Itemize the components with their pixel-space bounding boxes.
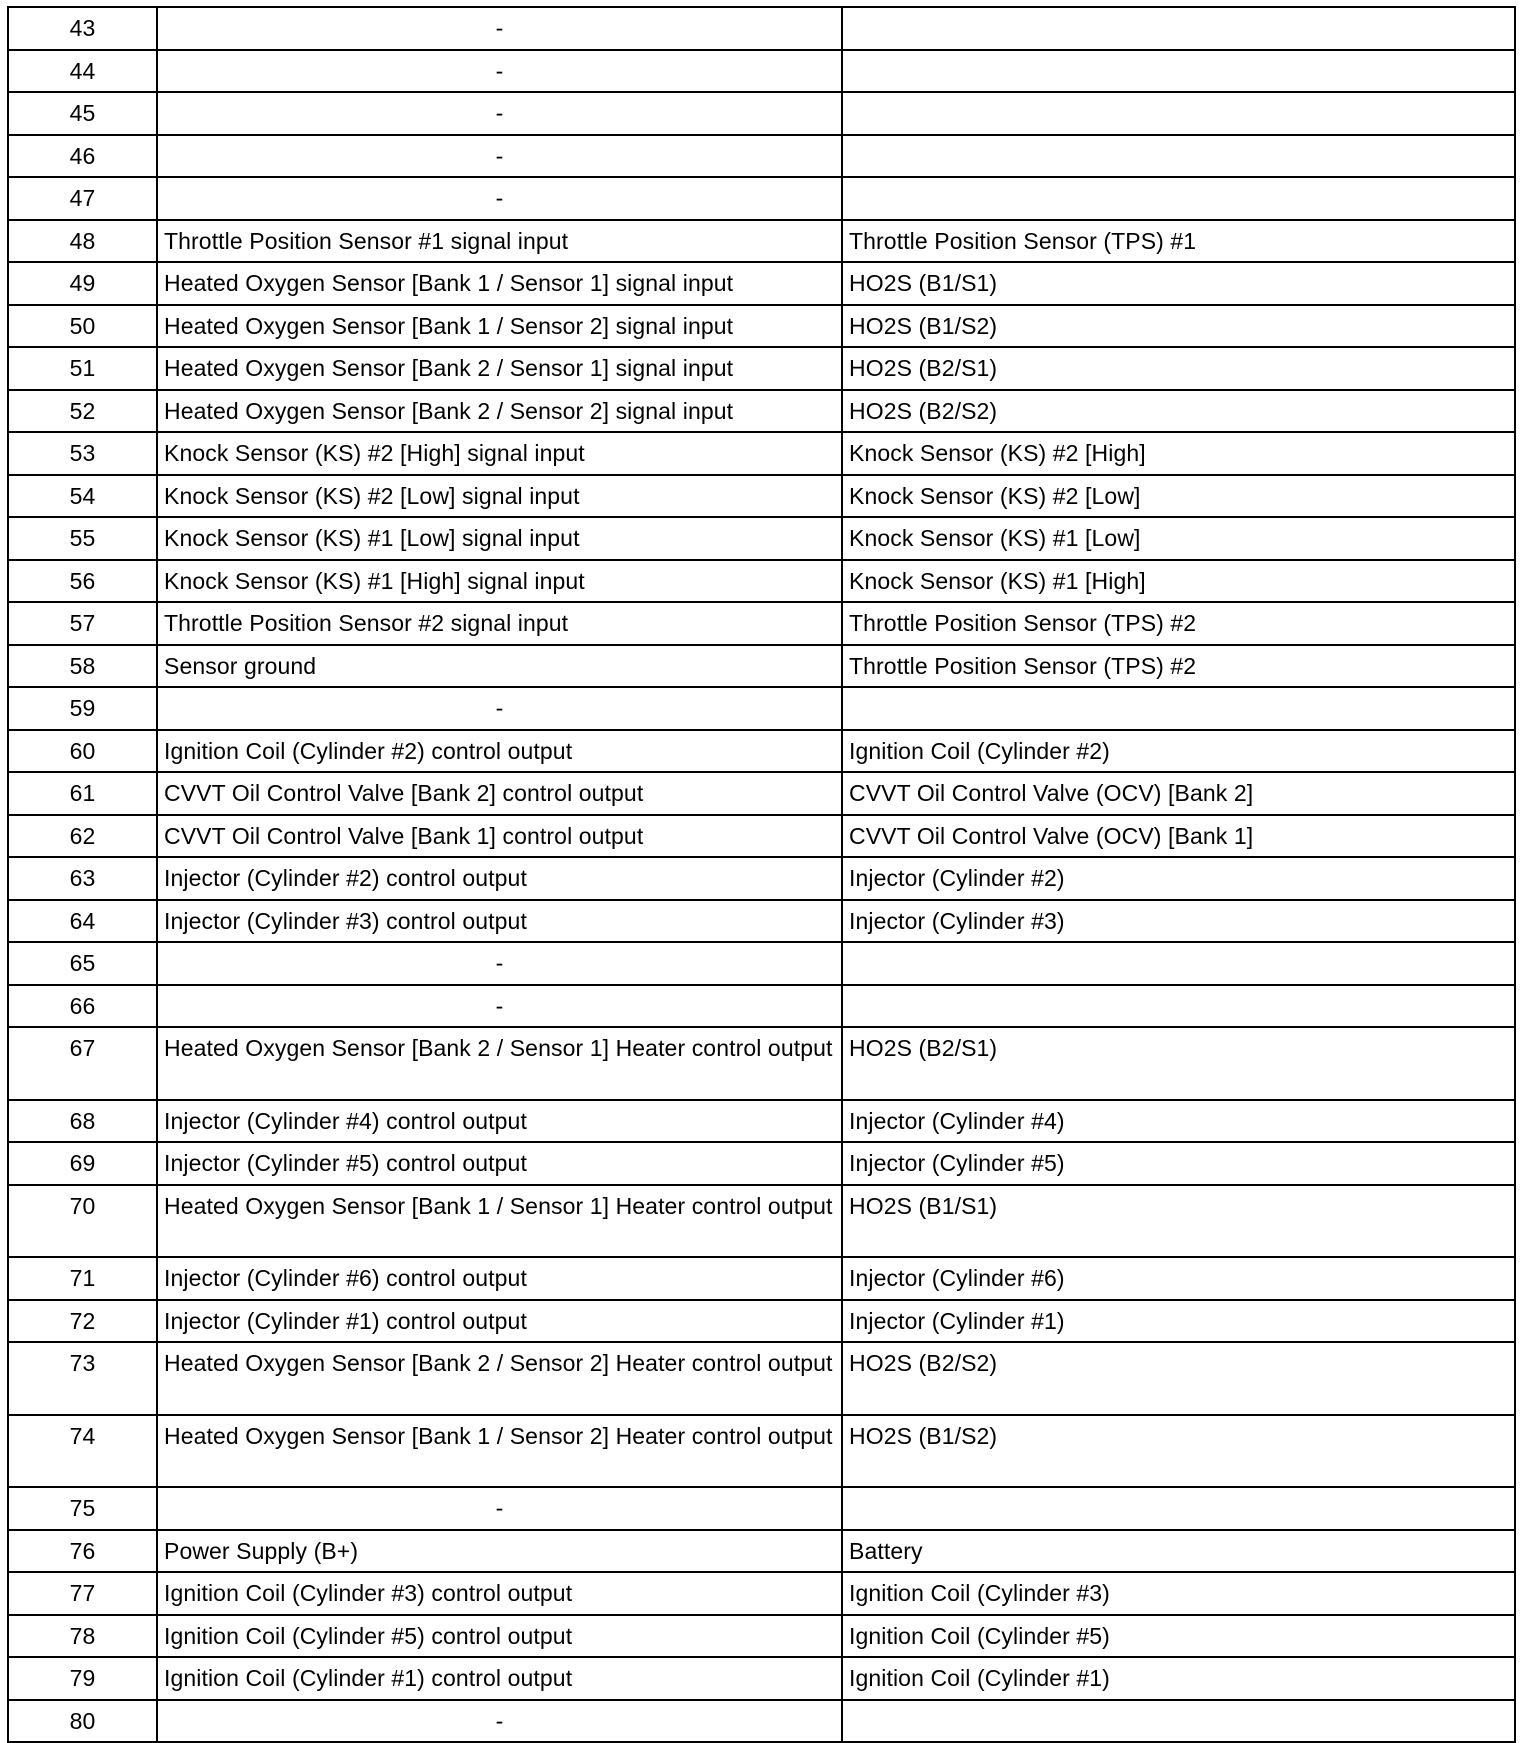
table-row: [8, 687, 1515, 730]
pin-number-cell: 79: [8, 1657, 157, 1700]
connected-to-cell: HO2S (B1/S1): [842, 262, 1515, 305]
connected-to-cell: [842, 92, 1515, 135]
description-cell: -: [157, 177, 842, 220]
description-cell: Sensor ground: [157, 645, 842, 688]
connected-to-cell: [842, 7, 1515, 50]
connected-to-cell: Ignition Coil (Cylinder #3): [842, 1572, 1515, 1615]
description-cell: -: [157, 1487, 842, 1530]
table-row: [8, 1100, 1515, 1143]
pin-number-cell: 50: [8, 305, 157, 348]
connected-to-cell: [842, 135, 1515, 178]
table-row: [8, 772, 1515, 815]
pin-number-cell: 60: [8, 730, 157, 773]
pin-number-cell: 51: [8, 347, 157, 390]
description-cell: -: [157, 50, 842, 93]
pin-function-table: [7, 6, 1516, 1743]
table-row: [8, 517, 1515, 560]
pin-number-cell: 58: [8, 645, 157, 688]
description-cell: Heated Oxygen Sensor [Bank 2 / Sensor 1] Heater control output: [157, 1027, 842, 1100]
connected-to-cell: Knock Sensor (KS) #1 [Low]: [842, 517, 1515, 560]
description-cell: Injector (Cylinder #2) control output: [157, 857, 842, 900]
description-cell: Throttle Position Sensor #1 signal input: [157, 220, 842, 263]
pin-number-cell: 56: [8, 560, 157, 603]
pin-number-cell: 63: [8, 857, 157, 900]
table-row: [8, 985, 1515, 1028]
pin-number-cell: 53: [8, 432, 157, 475]
table-row: [8, 7, 1515, 50]
pin-number-cell: 75: [8, 1487, 157, 1530]
table-row: [8, 1257, 1515, 1300]
table-row: [8, 1700, 1515, 1743]
pin-number-cell: 65: [8, 942, 157, 985]
table-row: [8, 1615, 1515, 1658]
pin-number-cell: 80: [8, 1700, 157, 1743]
pin-number-cell: 76: [8, 1530, 157, 1573]
pin-number-cell: 72: [8, 1300, 157, 1343]
connected-to-cell: [842, 1487, 1515, 1530]
description-cell: -: [157, 687, 842, 730]
description-cell: Knock Sensor (KS) #1 [High] signal input: [157, 560, 842, 603]
connected-to-cell: [842, 985, 1515, 1028]
pin-number-cell: 43: [8, 7, 157, 50]
description-cell: Injector (Cylinder #6) control output: [157, 1257, 842, 1300]
connected-to-cell: [842, 687, 1515, 730]
pin-number-cell: 47: [8, 177, 157, 220]
description-cell: Ignition Coil (Cylinder #2) control output: [157, 730, 842, 773]
pin-number-cell: 62: [8, 815, 157, 858]
description-cell: Injector (Cylinder #3) control output: [157, 900, 842, 943]
pin-number-cell: 61: [8, 772, 157, 815]
pin-number-cell: 66: [8, 985, 157, 1028]
table-row: [8, 220, 1515, 263]
pin-number-cell: 77: [8, 1572, 157, 1615]
pin-number-cell: 68: [8, 1100, 157, 1143]
description-cell: Heated Oxygen Sensor [Bank 2 / Sensor 2] Heater control output: [157, 1342, 842, 1415]
table-body: [8, 7, 1515, 1742]
table-row: [8, 92, 1515, 135]
connected-to-cell: Throttle Position Sensor (TPS) #2: [842, 645, 1515, 688]
description-cell: -: [157, 942, 842, 985]
description-cell: CVVT Oil Control Valve [Bank 2] control output: [157, 772, 842, 815]
connected-to-cell: Injector (Cylinder #4): [842, 1100, 1515, 1143]
pin-number-cell: 78: [8, 1615, 157, 1658]
description-cell: Heated Oxygen Sensor [Bank 1 / Sensor 1] signal input: [157, 262, 842, 305]
connected-to-cell: Ignition Coil (Cylinder #2): [842, 730, 1515, 773]
pin-number-cell: 52: [8, 390, 157, 433]
pin-number-cell: 67: [8, 1027, 157, 1100]
pin-number-cell: 70: [8, 1185, 157, 1258]
connected-to-cell: [842, 942, 1515, 985]
table-row: [8, 305, 1515, 348]
connected-to-cell: CVVT Oil Control Valve (OCV) [Bank 2]: [842, 772, 1515, 815]
table-row: [8, 1142, 1515, 1185]
pin-number-cell: 54: [8, 475, 157, 518]
table-row: [8, 50, 1515, 93]
connected-to-cell: Battery: [842, 1530, 1515, 1573]
table-row: [8, 900, 1515, 943]
table-row: [8, 730, 1515, 773]
description-cell: Heated Oxygen Sensor [Bank 1 / Sensor 2] Heater control output: [157, 1415, 842, 1488]
description-cell: Throttle Position Sensor #2 signal input: [157, 602, 842, 645]
pin-number-cell: 69: [8, 1142, 157, 1185]
description-cell: -: [157, 1700, 842, 1743]
connected-to-cell: HO2S (B2/S1): [842, 1027, 1515, 1100]
connected-to-cell: HO2S (B2/S1): [842, 347, 1515, 390]
description-cell: Heated Oxygen Sensor [Bank 1 / Sensor 2] signal input: [157, 305, 842, 348]
table-row: [8, 1572, 1515, 1615]
table-row: [8, 1185, 1515, 1258]
description-cell: Injector (Cylinder #5) control output: [157, 1142, 842, 1185]
table-row: [8, 645, 1515, 688]
pin-number-cell: 57: [8, 602, 157, 645]
description-cell: -: [157, 135, 842, 178]
connected-to-cell: [842, 1700, 1515, 1743]
table-row: [8, 347, 1515, 390]
description-cell: Power Supply (B+): [157, 1530, 842, 1573]
table-row: [8, 1530, 1515, 1573]
pin-number-cell: 73: [8, 1342, 157, 1415]
pin-number-cell: 45: [8, 92, 157, 135]
connected-to-cell: Injector (Cylinder #5): [842, 1142, 1515, 1185]
connected-to-cell: Injector (Cylinder #6): [842, 1257, 1515, 1300]
table-row: [8, 1027, 1515, 1100]
pin-number-cell: 64: [8, 900, 157, 943]
connected-to-cell: HO2S (B2/S2): [842, 1342, 1515, 1415]
connected-to-cell: Injector (Cylinder #2): [842, 857, 1515, 900]
description-cell: Ignition Coil (Cylinder #3) control output: [157, 1572, 842, 1615]
table-row: [8, 942, 1515, 985]
pin-number-cell: 71: [8, 1257, 157, 1300]
connected-to-cell: HO2S (B1/S2): [842, 1415, 1515, 1488]
connected-to-cell: Knock Sensor (KS) #2 [Low]: [842, 475, 1515, 518]
pin-number-cell: 74: [8, 1415, 157, 1488]
description-cell: Knock Sensor (KS) #1 [Low] signal input: [157, 517, 842, 560]
connected-to-cell: [842, 177, 1515, 220]
description-cell: Knock Sensor (KS) #2 [High] signal input: [157, 432, 842, 475]
table-row: [8, 390, 1515, 433]
description-cell: -: [157, 7, 842, 50]
connected-to-cell: Injector (Cylinder #3): [842, 900, 1515, 943]
table-row: [8, 475, 1515, 518]
table-row: [8, 1657, 1515, 1700]
description-cell: Heated Oxygen Sensor [Bank 1 / Sensor 1] Heater control output: [157, 1185, 842, 1258]
connected-to-cell: Ignition Coil (Cylinder #5): [842, 1615, 1515, 1658]
description-cell: Injector (Cylinder #4) control output: [157, 1100, 842, 1143]
description-cell: Knock Sensor (KS) #2 [Low] signal input: [157, 475, 842, 518]
connected-to-cell: CVVT Oil Control Valve (OCV) [Bank 1]: [842, 815, 1515, 858]
pin-number-cell: 55: [8, 517, 157, 560]
table-row: [8, 857, 1515, 900]
table-row: [8, 262, 1515, 305]
pin-number-cell: 46: [8, 135, 157, 178]
pin-number-cell: 48: [8, 220, 157, 263]
connected-to-cell: HO2S (B1/S2): [842, 305, 1515, 348]
connected-to-cell: Injector (Cylinder #1): [842, 1300, 1515, 1343]
connected-to-cell: Ignition Coil (Cylinder #1): [842, 1657, 1515, 1700]
connected-to-cell: Knock Sensor (KS) #1 [High]: [842, 560, 1515, 603]
table-row: [8, 1415, 1515, 1488]
connected-to-cell: Throttle Position Sensor (TPS) #1: [842, 220, 1515, 263]
description-cell: Ignition Coil (Cylinder #5) control output: [157, 1615, 842, 1658]
table-row: [8, 135, 1515, 178]
connected-to-cell: HO2S (B2/S2): [842, 390, 1515, 433]
table-row: [8, 1487, 1515, 1530]
table-row: [8, 1300, 1515, 1343]
pin-number-cell: 44: [8, 50, 157, 93]
description-cell: CVVT Oil Control Valve [Bank 1] control output: [157, 815, 842, 858]
table-row: [8, 815, 1515, 858]
description-cell: Heated Oxygen Sensor [Bank 2 / Sensor 2] signal input: [157, 390, 842, 433]
description-cell: -: [157, 92, 842, 135]
table-row: [8, 432, 1515, 475]
description-cell: Heated Oxygen Sensor [Bank 2 / Sensor 1] signal input: [157, 347, 842, 390]
connected-to-cell: Knock Sensor (KS) #2 [High]: [842, 432, 1515, 475]
connected-to-cell: HO2S (B1/S1): [842, 1185, 1515, 1258]
connected-to-cell: Throttle Position Sensor (TPS) #2: [842, 602, 1515, 645]
table-row: [8, 560, 1515, 603]
table-row: [8, 602, 1515, 645]
pin-number-cell: 59: [8, 687, 157, 730]
table-row: [8, 1342, 1515, 1415]
pin-number-cell: 49: [8, 262, 157, 305]
description-cell: Ignition Coil (Cylinder #1) control output: [157, 1657, 842, 1700]
description-cell: Injector (Cylinder #1) control output: [157, 1300, 842, 1343]
description-cell: -: [157, 985, 842, 1028]
table-row: [8, 177, 1515, 220]
connected-to-cell: [842, 50, 1515, 93]
